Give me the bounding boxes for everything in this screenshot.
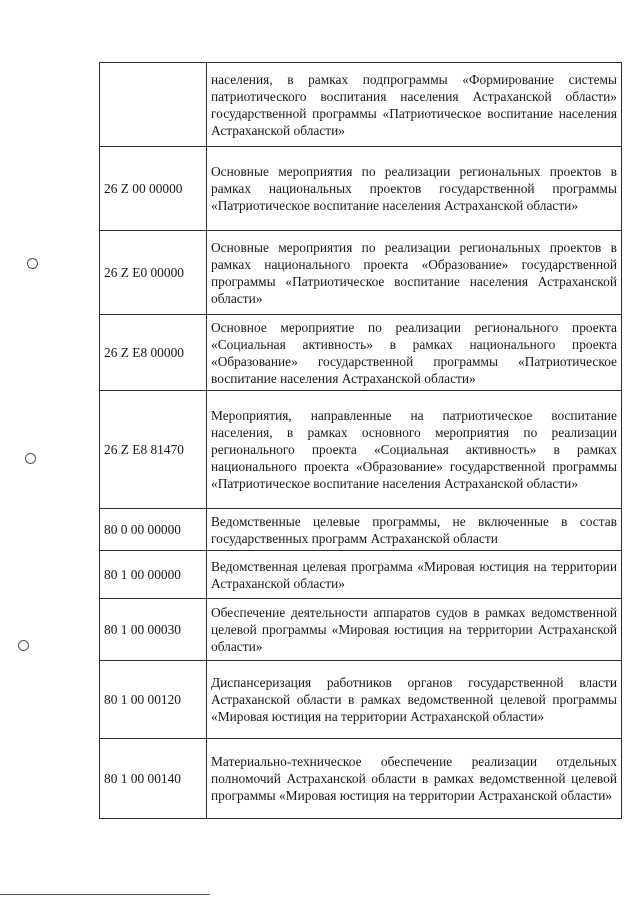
punch-hole-mark: [25, 453, 36, 464]
code-cell: 80 0 00 00000: [100, 509, 207, 551]
code-cell: [100, 63, 207, 147]
budget-classification-table: [99, 62, 622, 819]
description-cell: Обеспечение деятельности аппаратов судов в рамках ведомственной целевой программы «Мировая юстиция на территории Астраханской области»: [207, 599, 622, 661]
code-cell: 80 1 00 00140: [100, 739, 207, 819]
code-cell: 80 1 00 00000: [100, 551, 207, 599]
footer-rule: [0, 894, 210, 895]
code-cell: 26 Z E8 81470: [100, 391, 207, 509]
code-cell: 26 Z E0 00000: [100, 231, 207, 315]
table-row: [100, 315, 622, 391]
table-row: [100, 739, 622, 819]
code-cell: 26 Z 00 00000: [100, 147, 207, 231]
description-cell: Основные мероприятия по реализации региональных проектов в рамках национального проекта «Образование» государственной программы «Патриотическое воспитание населения Астраханской области»: [207, 231, 622, 315]
punch-hole-mark: [18, 640, 29, 651]
description-cell: Мероприятия, направленные на патриотическое воспитание населения, в рамках основного мероприятия по реализации регионального проекта «Социальная активность» в рамках национального проекта «Образование» государственной программы «Патриотическое воспитание населения Астраханской области»: [207, 391, 622, 509]
table-row: [100, 147, 622, 231]
description-cell: Ведомственная целевая программа «Мировая юстиция на территории Астраханской области»: [207, 551, 622, 599]
table-row: [100, 509, 622, 551]
description-cell: Основные мероприятия по реализации региональных проектов в рамках национальных проектов государственной программы «Патриотическое воспитание населения Астраханской области»: [207, 147, 622, 231]
table-row: [100, 231, 622, 315]
description-cell: Диспансеризация работников органов государственной власти Астраханской области в рамках ведомственной целевой программы «Мировая юстиция на территории Астраханской области»: [207, 661, 622, 739]
table-row: [100, 63, 622, 147]
code-cell: 26 Z E8 00000: [100, 315, 207, 391]
description-cell: населения, в рамках подпрограммы «Формирование системы патриотического воспитания населения Астраханской области» государственной программы «Патриотическое воспитание населения Астраханской области»: [207, 63, 622, 147]
table-row: [100, 661, 622, 739]
description-cell: Материально-техническое обеспечение реализации отдельных полномочий Астраханской области в рамках ведомственной целевой программы «Мировая юстиция на территории Астраханской области»: [207, 739, 622, 819]
description-cell: Ведомственные целевые программы, не включенные в состав государственных программ Астраханской области: [207, 509, 622, 551]
punch-hole-mark: [27, 258, 38, 269]
code-cell: 80 1 00 00120: [100, 661, 207, 739]
code-cell: 80 1 00 00030: [100, 599, 207, 661]
table-row: [100, 551, 622, 599]
table-row: [100, 599, 622, 661]
table-row: [100, 391, 622, 509]
description-cell: Основное мероприятие по реализации регионального проекта «Социальная активность» в рамках национального проекта «Образование» государственной программы «Патриотическое воспитание населения Астраханской области»: [207, 315, 622, 391]
